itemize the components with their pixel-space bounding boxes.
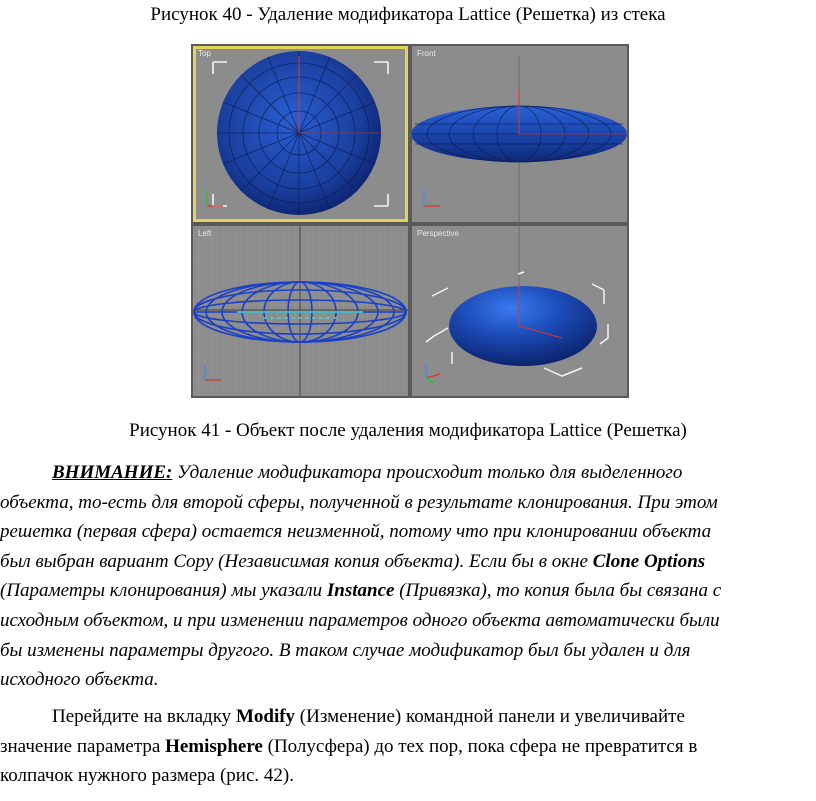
viewport-left[interactable] [193,226,408,396]
warning-line: был выбран вариант Copy (Независимая копия объекта). Если бы в окне Clone Options [0,550,706,572]
front-view-render [412,46,627,222]
instruction-line: Перейдите на вкладку Modify (Изменение) командной панели и увеличивайте [52,706,685,727]
viewport-label-perspective: Perspective [417,229,459,238]
clone-options-term: Clone Options [592,550,706,572]
left-view-render [193,226,408,396]
warning-line: бы изменены параметры другого. В таком случае модификатор был бы удален и для [0,639,691,661]
top-view-render [193,46,408,222]
hemisphere-term: Hemisphere [165,735,263,757]
viewport-perspective[interactable] [412,226,627,396]
viewport-top[interactable] [193,46,408,222]
sphere-shape [449,286,597,366]
viewport-label-top: Top [198,49,211,58]
viewport-label-front: Front [417,49,436,58]
warning-paragraph [0,458,816,695]
figure-40-caption: Рисунок 40 - Удаление модификатора Lattice (Решетка) из стека [150,4,666,25]
warning-line: исходного объекта. [0,669,159,691]
warning-line: ВНИМАНИЕ: Удаление модификатора происходит только для выделенного [52,462,683,483]
perspective-view-render [412,226,627,396]
warning-line: (Параметры клонирования) мы указали Instance (Привязка), то копия была бы связана с [0,580,722,602]
figure-41-caption: Рисунок 41 - Объект после удаления модификатора Lattice (Решетка) [129,420,687,441]
instruction-paragraph [0,702,816,791]
viewport-label-left: Left [198,229,212,238]
warning-heading: ВНИМАНИЕ: [52,462,173,483]
instruction-line: колпачок нужного размера (рис. 42). [0,765,294,787]
warning-line: исходным объектом, и при изменении параметров одного объекта автоматически были [0,609,720,631]
instance-term: Instance [326,580,395,602]
warning-line: объекта, то-есть для второй сферы, полученной в результате клонирования. При этом [0,491,718,513]
warning-line: решетка (первая сфера) остается неизменной, потому что при клонировании объекта [0,521,712,543]
viewport-figure [191,44,629,398]
modify-term: Modify [235,706,296,727]
instruction-line: значение параметра Hemisphere (Полусфера) до тех пор, пока сфера не превратится в [0,735,698,757]
viewport-front[interactable] [412,46,627,222]
